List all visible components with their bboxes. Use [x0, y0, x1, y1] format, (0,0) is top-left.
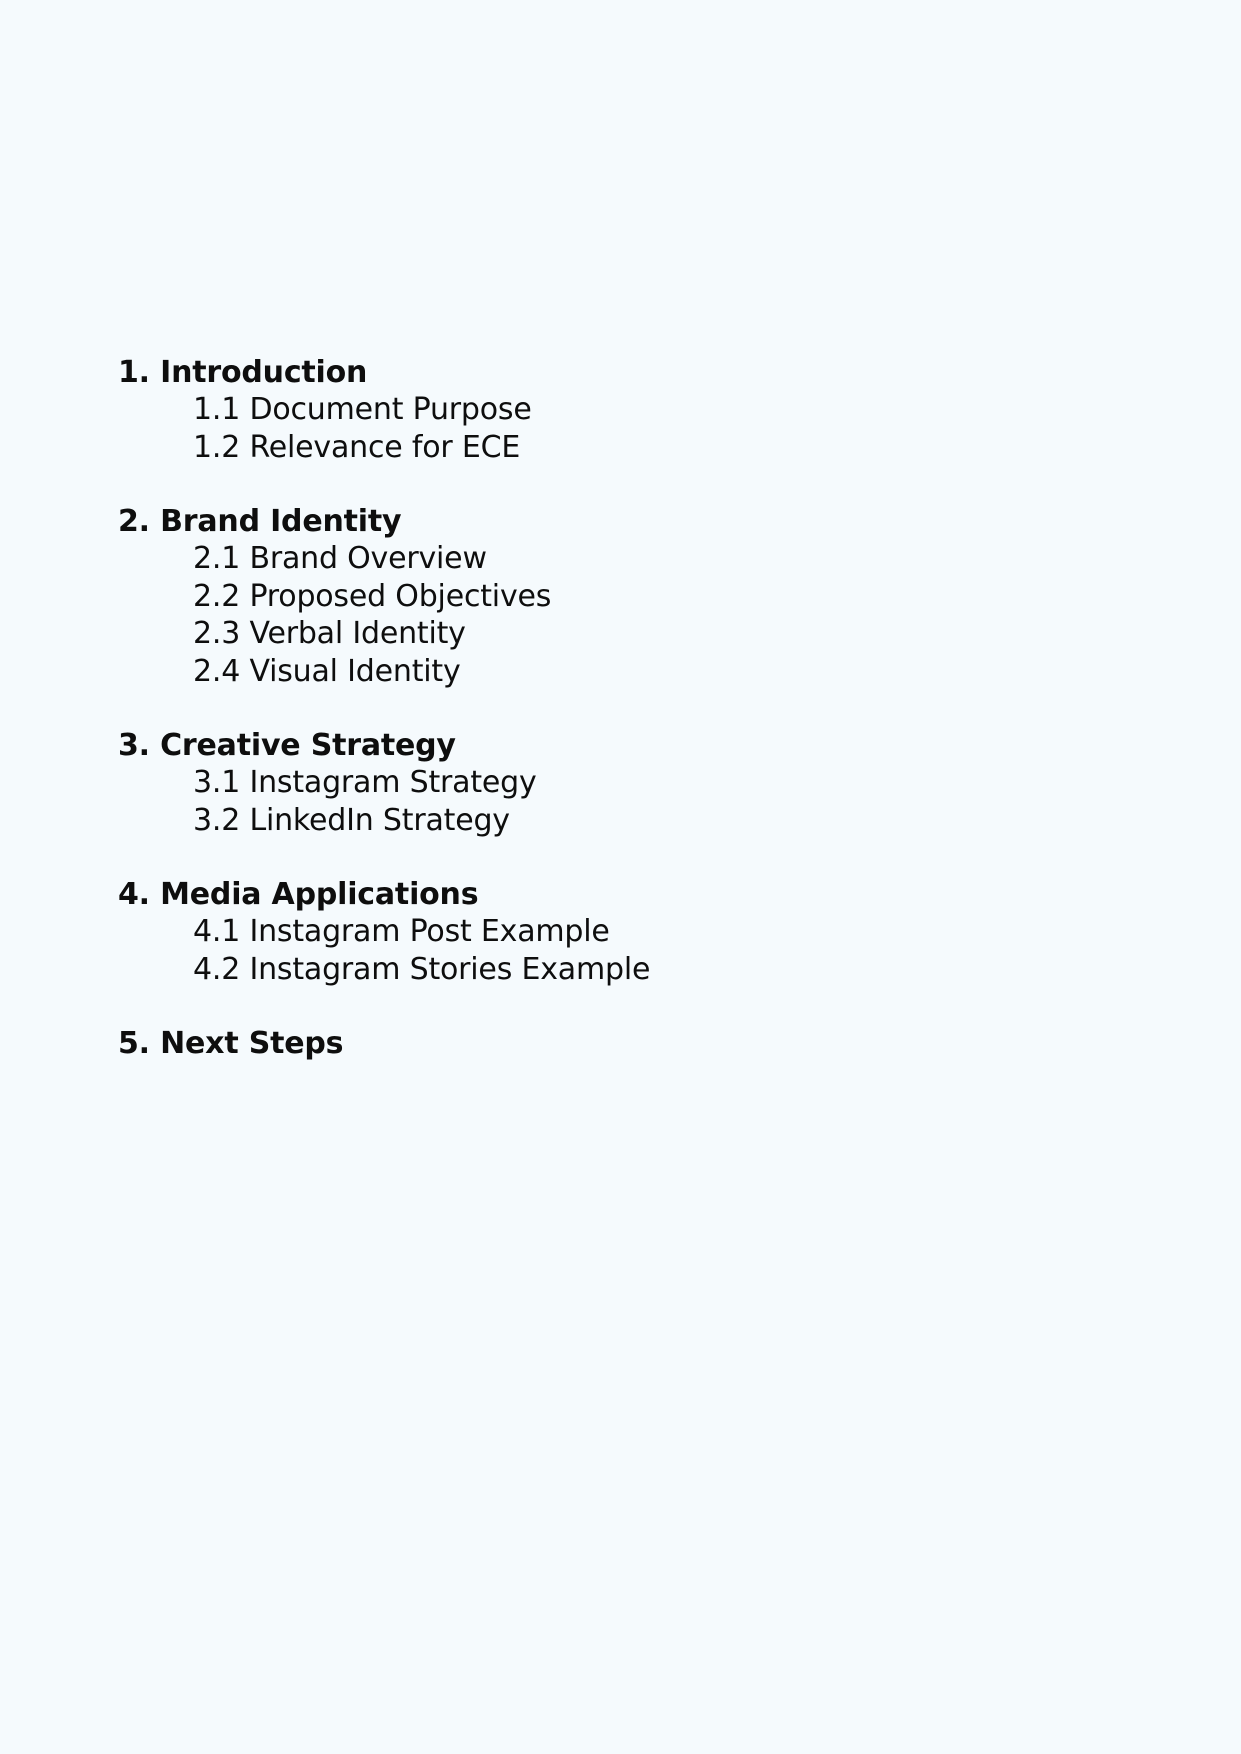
toc-section-creative-strategy: [118, 727, 1018, 839]
toc-section-media-applications: [118, 876, 1018, 988]
toc-section-title: 2. Brand Identity: [118, 504, 402, 539]
toc-subsection-item: 1.1 Document Purpose: [193, 392, 532, 427]
toc-subsection-item: 4.1 Instagram Post Example: [193, 914, 610, 949]
toc-subsection-item: 3.2 LinkedIn Strategy: [193, 802, 510, 838]
toc-subsection-item: 3.1 Instagram Strategy: [193, 765, 537, 800]
toc-subsection-list: [118, 764, 1018, 839]
toc-subsection-list: [118, 391, 1018, 466]
table-of-contents: [118, 354, 1018, 1099]
toc-subsection-item: 2.1 Brand Overview: [193, 541, 487, 576]
toc-subsection-list: [118, 540, 1018, 690]
toc-section-title: 4. Media Applications: [118, 877, 479, 912]
toc-section-introduction: [118, 354, 1018, 466]
toc-subsection-item: 2.3 Verbal Identity: [193, 616, 466, 651]
toc-section-next-steps: [118, 1025, 1018, 1062]
toc-subsection-item: 1.2 Relevance for ECE: [193, 429, 521, 465]
toc-subsection-item: 4.2 Instagram Stories Example: [193, 951, 651, 987]
toc-subsection-list: [118, 913, 1018, 988]
toc-section-title: 5. Next Steps: [118, 1026, 344, 1061]
toc-section-title: 1. Introduction: [118, 355, 368, 390]
toc-subsection-item: 2.2 Proposed Objectives: [193, 578, 552, 614]
toc-section-brand-identity: [118, 503, 1018, 690]
toc-section-title: 3. Creative Strategy: [118, 728, 456, 763]
toc-subsection-item: 2.4 Visual Identity: [193, 653, 461, 689]
